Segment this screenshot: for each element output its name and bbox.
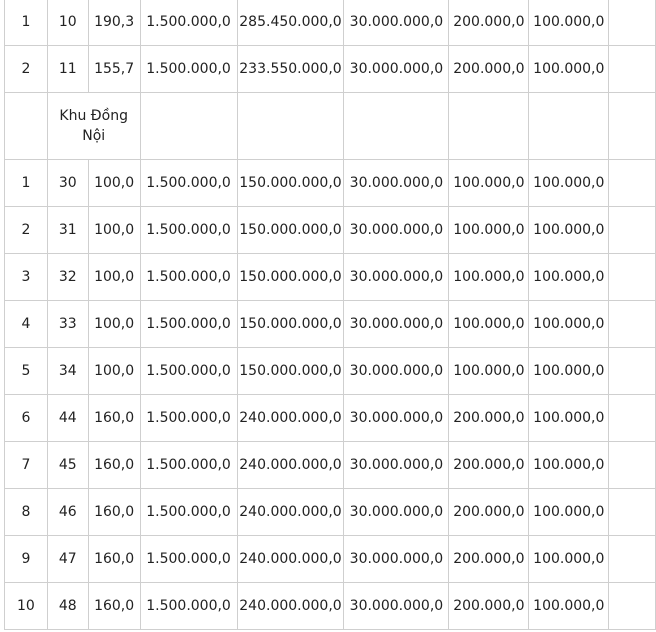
cell-area: 100,0 xyxy=(88,348,140,395)
cell-extra xyxy=(609,442,656,489)
cell-unit-price: 1.500.000,0 xyxy=(140,583,237,630)
cell-fee-2: 100.000,0 xyxy=(529,442,609,489)
table-row xyxy=(5,160,656,207)
cell-deposit: 30.000.000,0 xyxy=(344,207,449,254)
cell-lot-number: 34 xyxy=(47,348,88,395)
cell-area: 100,0 xyxy=(88,160,140,207)
cell-extra xyxy=(609,207,656,254)
cell-lot-number: 47 xyxy=(47,536,88,583)
table-row xyxy=(5,395,656,442)
cell-empty xyxy=(237,93,344,160)
cell-total-price: 240.000.000,0 xyxy=(237,536,344,583)
cell-extra xyxy=(609,254,656,301)
cell-unit-price: 1.500.000,0 xyxy=(140,254,237,301)
cell-unit-price: 1.500.000,0 xyxy=(140,160,237,207)
cell-fee-2: 100.000,0 xyxy=(529,160,609,207)
cell-fee-1: 100.000,0 xyxy=(449,160,529,207)
cell-unit-price: 1.500.000,0 xyxy=(140,536,237,583)
cell-deposit: 30.000.000,0 xyxy=(344,0,449,46)
cell-extra xyxy=(609,301,656,348)
table-row xyxy=(5,489,656,536)
cell-fee-1: 200.000,0 xyxy=(449,583,529,630)
cell-deposit: 30.000.000,0 xyxy=(344,46,449,93)
cell-total-price: 240.000.000,0 xyxy=(237,489,344,536)
cell-fee-1: 100.000,0 xyxy=(449,254,529,301)
cell-unit-price: 1.500.000,0 xyxy=(140,207,237,254)
cell-stt: 9 xyxy=(5,536,48,583)
table-row xyxy=(5,442,656,489)
cell-extra xyxy=(609,536,656,583)
cell-extra xyxy=(609,489,656,536)
cell-area: 100,0 xyxy=(88,207,140,254)
cell-fee-2: 100.000,0 xyxy=(529,489,609,536)
cell-extra xyxy=(609,348,656,395)
cell-fee-2: 100.000,0 xyxy=(529,301,609,348)
cell-extra xyxy=(609,46,656,93)
cell-fee-1: 100.000,0 xyxy=(449,207,529,254)
cell-lot-number: 30 xyxy=(47,160,88,207)
cell-deposit: 30.000.000,0 xyxy=(344,442,449,489)
cell-lot-number: 11 xyxy=(47,46,88,93)
cell-lot-number: 44 xyxy=(47,395,88,442)
cell-fee-1: 200.000,0 xyxy=(449,46,529,93)
cell-unit-price: 1.500.000,0 xyxy=(140,395,237,442)
cell-area: 100,0 xyxy=(88,301,140,348)
cell-area: 155,7 xyxy=(88,46,140,93)
cell-fee-2: 100.000,0 xyxy=(529,583,609,630)
cell-stt: 10 xyxy=(5,583,48,630)
cell-total-price: 150.000.000,0 xyxy=(237,254,344,301)
cell-empty xyxy=(140,93,237,160)
cell-deposit: 30.000.000,0 xyxy=(344,489,449,536)
cell-extra xyxy=(609,160,656,207)
cell-lot-number: 48 xyxy=(47,583,88,630)
table-row xyxy=(5,0,656,46)
cell-stt: 2 xyxy=(5,46,48,93)
cell-stt: 7 xyxy=(5,442,48,489)
cell-empty xyxy=(449,93,529,160)
cell-unit-price: 1.500.000,0 xyxy=(140,301,237,348)
cell-fee-2: 100.000,0 xyxy=(529,254,609,301)
cell-stt: 1 xyxy=(5,160,48,207)
cell-empty xyxy=(609,93,656,160)
cell-lot-number: 31 xyxy=(47,207,88,254)
cell-total-price: 150.000.000,0 xyxy=(237,348,344,395)
cell-stt: 1 xyxy=(5,0,48,46)
cell-total-price: 150.000.000,0 xyxy=(237,207,344,254)
cell-area: 160,0 xyxy=(88,583,140,630)
cell-empty xyxy=(5,93,48,160)
cell-fee-2: 100.000,0 xyxy=(529,348,609,395)
cell-fee-2: 100.000,0 xyxy=(529,0,609,46)
cell-area: 160,0 xyxy=(88,442,140,489)
cell-fee-1: 200.000,0 xyxy=(449,489,529,536)
cell-unit-price: 1.500.000,0 xyxy=(140,0,237,46)
cell-lot-number: 46 xyxy=(47,489,88,536)
cell-fee-2: 100.000,0 xyxy=(529,46,609,93)
cell-stt: 4 xyxy=(5,301,48,348)
cell-total-price: 233.550.000,0 xyxy=(237,46,344,93)
cell-fee-2: 100.000,0 xyxy=(529,207,609,254)
cell-stt: 8 xyxy=(5,489,48,536)
cell-stt: 6 xyxy=(5,395,48,442)
cell-fee-2: 100.000,0 xyxy=(529,395,609,442)
cell-unit-price: 1.500.000,0 xyxy=(140,442,237,489)
table-row xyxy=(5,254,656,301)
cell-area: 160,0 xyxy=(88,395,140,442)
table-row xyxy=(5,348,656,395)
cell-lot-number: 10 xyxy=(47,0,88,46)
cell-area: 160,0 xyxy=(88,489,140,536)
cell-deposit: 30.000.000,0 xyxy=(344,254,449,301)
cell-extra xyxy=(609,395,656,442)
cell-fee-1: 200.000,0 xyxy=(449,0,529,46)
cell-lot-number: 45 xyxy=(47,442,88,489)
cell-lot-number: 32 xyxy=(47,254,88,301)
cell-deposit: 30.000.000,0 xyxy=(344,301,449,348)
cell-unit-price: 1.500.000,0 xyxy=(140,489,237,536)
cell-unit-price: 1.500.000,0 xyxy=(140,46,237,93)
cell-stt: 3 xyxy=(5,254,48,301)
cell-stt: 2 xyxy=(5,207,48,254)
cell-total-price: 240.000.000,0 xyxy=(237,583,344,630)
cell-area: 160,0 xyxy=(88,536,140,583)
cell-total-price: 285.450.000,0 xyxy=(237,0,344,46)
land-price-table xyxy=(4,0,656,630)
cell-area: 100,0 xyxy=(88,254,140,301)
cell-fee-1: 200.000,0 xyxy=(449,395,529,442)
cell-fee-1: 200.000,0 xyxy=(449,536,529,583)
cell-deposit: 30.000.000,0 xyxy=(344,536,449,583)
table-row xyxy=(5,536,656,583)
cell-total-price: 240.000.000,0 xyxy=(237,442,344,489)
table-body xyxy=(5,0,656,630)
cell-fee-1: 200.000,0 xyxy=(449,442,529,489)
cell-deposit: 30.000.000,0 xyxy=(344,348,449,395)
cell-fee-1: 100.000,0 xyxy=(449,301,529,348)
cell-unit-price: 1.500.000,0 xyxy=(140,348,237,395)
cell-total-price: 240.000.000,0 xyxy=(237,395,344,442)
cell-lot-number: 33 xyxy=(47,301,88,348)
table-row xyxy=(5,207,656,254)
cell-total-price: 150.000.000,0 xyxy=(237,160,344,207)
table-row xyxy=(5,583,656,630)
cell-fee-2: 100.000,0 xyxy=(529,536,609,583)
cell-extra xyxy=(609,0,656,46)
cell-deposit: 30.000.000,0 xyxy=(344,395,449,442)
table-row xyxy=(5,46,656,93)
cell-total-price: 150.000.000,0 xyxy=(237,301,344,348)
cell-fee-1: 100.000,0 xyxy=(449,348,529,395)
cell-empty xyxy=(529,93,609,160)
section-label: Khu Đồng Nội xyxy=(47,93,140,160)
section-header-row xyxy=(5,93,656,160)
cell-deposit: 30.000.000,0 xyxy=(344,160,449,207)
cell-area: 190,3 xyxy=(88,0,140,46)
cell-extra xyxy=(609,583,656,630)
table-row xyxy=(5,301,656,348)
cell-empty xyxy=(344,93,449,160)
cell-stt: 5 xyxy=(5,348,48,395)
cell-deposit: 30.000.000,0 xyxy=(344,583,449,630)
